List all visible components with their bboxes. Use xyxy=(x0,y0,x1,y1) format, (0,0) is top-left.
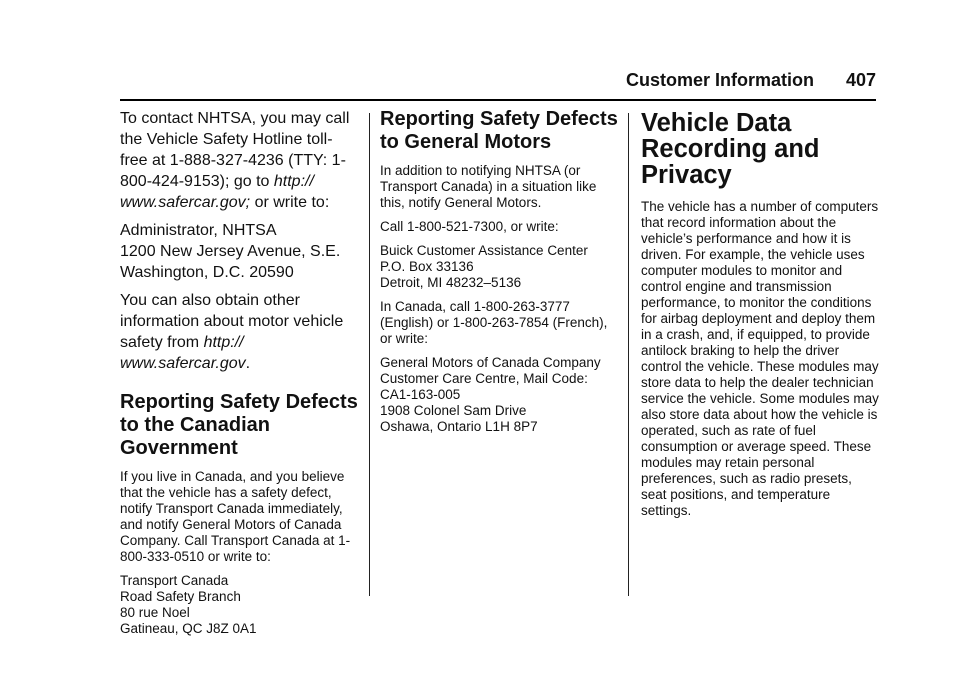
address-line: Customer Care Centre, Mail Code: CA1-163-005 xyxy=(380,371,588,402)
nhtsa-contact-paragraph xyxy=(120,108,360,213)
gm-heading: Reporting Safety Defects to General Motors xyxy=(380,108,618,153)
text: To contact NHTSA, you may call the Vehicle Safety Hotline toll-free at 1-888-327-4236 (TTY: 1-800-424-9153); go to xyxy=(120,110,350,190)
buick-address xyxy=(380,243,620,291)
transport-canada-address xyxy=(120,573,360,637)
column-divider xyxy=(628,113,629,596)
column-left xyxy=(120,108,360,645)
column-divider xyxy=(369,113,370,596)
privacy-paragraph: The vehicle has a number of computers that record information about the vehicle’s performance and how it is driven. For example, the vehicle uses computer modules to monitor and control engine and transmission performance, to monitor the conditions for airbag deployment and deploy them in a crash, and, if equipped, to provide antilock braking to help the driver control the vehicle. These modules may store data to help the dealer technician service the vehicle. Some modules may also store data about how the vehicle is operated, such as rate of fuel consumption or average speed. These modules may retain personal preferences, such as radio presets, seat positions, and temperature settings. xyxy=(641,199,879,518)
address-line: 1200 New Jersey Avenue, S.E. xyxy=(120,243,341,260)
address-line: Transport Canada xyxy=(120,573,229,588)
address-line: Oshawa, Ontario L1H 8P7 xyxy=(380,419,538,434)
address-line: P.O. Box 33136 xyxy=(380,259,474,274)
gm-call-paragraph: Call 1-800-521-7300, or write: xyxy=(380,219,559,234)
safercar-link[interactable]: http:// www.safercar.gov; xyxy=(120,173,314,211)
gm-canada-address xyxy=(380,355,620,435)
column-right xyxy=(641,108,881,527)
address-line: General Motors of Canada Company xyxy=(380,355,601,370)
canada-paragraph: If you live in Canada, and you believe that the vehicle has a safety defect, notify Transport Canada immediately, and notify General Motors of Canada Company. Call Transport Canada at 1-800-333-0510 or write to: xyxy=(120,469,351,564)
canada-heading: Reporting Safety Defects to the Canadian Government xyxy=(120,391,358,459)
nhtsa-address xyxy=(120,220,360,283)
text: . xyxy=(245,355,251,372)
address-line: Administrator, NHTSA xyxy=(120,222,277,239)
text: You can also obtain other information about motor vehicle safety from xyxy=(120,292,344,351)
section-title: Customer Information xyxy=(625,70,814,90)
address-line: 80 rue Noel xyxy=(120,605,190,620)
gm-paragraph: In addition to notifying NHTSA (or Transport Canada) in a situation like this, notify General Motors. xyxy=(380,163,597,210)
address-line: Buick Customer Assistance Center xyxy=(380,243,588,258)
address-line: Gatineau, QC J8Z 0A1 xyxy=(120,621,257,636)
address-line: Detroit, MI 48232–5136 xyxy=(380,275,522,290)
canada-call-paragraph: In Canada, call 1-800-263-3777 (English) or 1-800-263-7854 (French), or write: xyxy=(380,299,608,346)
header-rule xyxy=(120,99,876,101)
text: or write to: xyxy=(250,194,330,211)
address-line: Road Safety Branch xyxy=(120,589,241,604)
column-middle xyxy=(380,108,620,443)
page-number: 407 xyxy=(845,70,876,90)
safercar-link[interactable]: http:// www.safercar.gov xyxy=(120,334,246,372)
safety-info-paragraph xyxy=(120,290,360,374)
address-line: Washington, D.C. 20590 xyxy=(120,264,294,281)
privacy-heading: Vehicle Data Recording and Privacy xyxy=(641,109,820,189)
address-line: 1908 Colonel Sam Drive xyxy=(380,403,527,418)
